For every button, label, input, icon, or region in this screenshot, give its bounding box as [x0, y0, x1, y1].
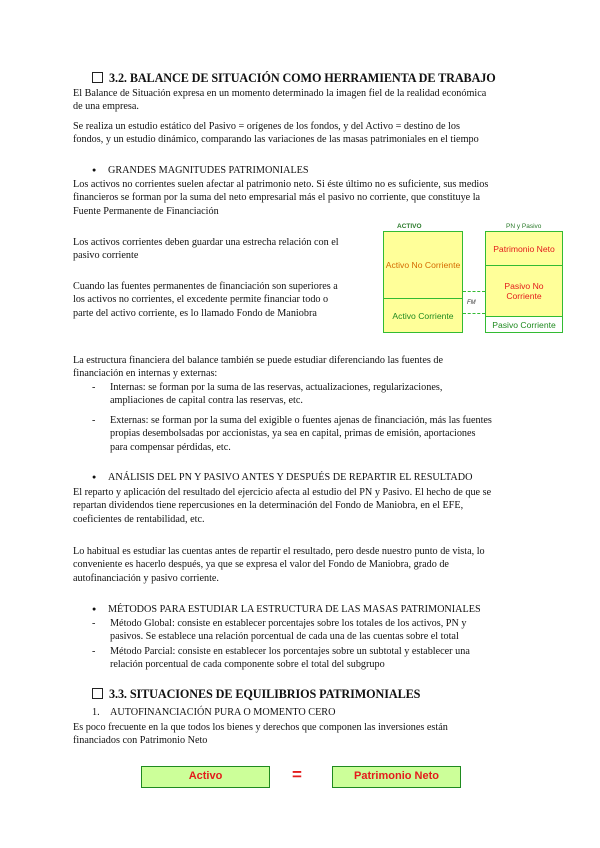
text-line: Lo habitual es estudiar las cuentas antes de repartir el resultado, pero desde nuestro punto de vista, lo: [73, 546, 485, 557]
dash-marker: -: [92, 415, 96, 426]
bullet-heading: MÉTODOS PARA ESTUDIAR LA ESTRUCTURA DE LAS MASAS PATRIMONIALES: [108, 604, 481, 615]
list-item-internas: [0, 381, 600, 411]
dash-marker: -: [92, 618, 96, 629]
section-title-text: 3.2. BALANCE DE SITUACIÓN COMO HERRAMIENTA DE TRABAJO: [109, 71, 496, 85]
text-line: Método Global: consiste en establecer porcentajes sobre los totales de los activos, PN y: [110, 618, 467, 629]
numbered-item-autofinanciacion: [0, 706, 600, 720]
section-title-3-3: [92, 688, 420, 701]
text-line: relación porcentual de cada componente sobre el total del subgrupo: [110, 659, 385, 671]
text-line: ampliaciones de capital contra las reservas, etc.: [110, 395, 303, 407]
activo-box: [141, 766, 270, 788]
text-line: de una empresa.: [73, 101, 139, 113]
text-line: Los activos corrientes deben guardar una estrecha relación con el: [73, 237, 339, 248]
paragraph-balance-definition: [73, 87, 533, 114]
paragraph-activos-no-corrientes: [73, 178, 543, 218]
text-line: La estructura financiera del balance también se puede estudiar diferenciando las fuentes de: [73, 355, 443, 366]
text-line: para compensar pérdidas, etc.: [110, 441, 231, 453]
pasivo-header: PN y Pasivo: [506, 223, 542, 230]
text-line: propias desembolsadas por accionistas, ya sea en capital, primas de emisión, aportaciones: [110, 428, 476, 440]
text-line: Externas: se forman por la suma del exigible o fuentes ajenas de financiación, más las fuentes: [110, 415, 492, 426]
dash-marker: -: [92, 382, 96, 393]
paragraph-activos-corrientes: [73, 236, 373, 263]
section-title-text: 3.3. SITUACIONES DE EQUILIBRIOS PATRIMONIALES: [109, 687, 421, 701]
bullet-heading: GRANDES MAGNITUDES PATRIMONIALES: [108, 165, 309, 176]
text-line: Se realiza un estudio estático del Pasivo = orígenes de los fondos, y del Activo = destino de los: [73, 121, 460, 132]
text-line: Internas: se forman por la suma de las reservas, actualizaciones, regularizaciones,: [110, 382, 443, 393]
patrimonio-neto-box: [332, 766, 461, 788]
paragraph-lo-habitual: [73, 545, 543, 585]
fm-label: FM: [467, 300, 476, 306]
paragraph-static-dynamic: [73, 120, 533, 147]
list-item-externas: [0, 414, 600, 456]
item-number: 1.: [92, 707, 100, 718]
text-line: repartan dividendos tiene repercusiones en la determinación del Fondo de Maniobra, en el EFE,: [73, 500, 464, 512]
balance-diagram: [383, 220, 563, 335]
text-line: financiación en internas y externas:: [73, 368, 218, 380]
paragraph-fondo-maniobra: [73, 280, 373, 320]
activo-corriente-cell: Activo Corriente: [392, 310, 454, 321]
activo-no-corriente-cell: Activo No Corriente: [385, 260, 461, 270]
text-line: financiados con Patrimonio Neto: [73, 735, 208, 747]
text-line: Es poco frecuente en la que todos los bienes y derechos que componen las inversiones están: [73, 722, 448, 733]
activo-header: ACTIVO: [397, 223, 422, 230]
text-line: conveniente es hacerlo después, ya que se expresa el valor del Fondo de Maniobra, grado de: [73, 559, 449, 571]
activo-column: [383, 231, 463, 333]
patrimonio-neto-label: Patrimonio Neto: [354, 770, 439, 783]
dash-marker: -: [92, 646, 96, 657]
text-line: los activos no corrientes, el excedente permite financiar todo o: [73, 294, 329, 306]
list-item-metodo-global: [0, 617, 600, 647]
paragraph-estructura-financiera: [73, 354, 533, 381]
fm-dashed-line-bottom: [463, 313, 485, 315]
text-line: Los activos no corrientes suelen afectar al patrimonio neto. Si éste último no es suficiente, sus medios: [73, 179, 489, 190]
text-line: Método Parcial: consiste en establecer los porcentajes sobre un subtotal y establecer una: [110, 646, 470, 657]
pasivo-corriente-cell: Pasivo Corriente: [486, 317, 562, 332]
text-line: El Balance de Situación expresa en un momento determinado la imagen fiel de la realidad económica: [73, 88, 487, 99]
item-heading: AUTOFINANCIACIÓN PURA O MOMENTO CERO: [110, 707, 336, 718]
text-line: Cuando las fuentes permanentes de financiación son superiores a: [73, 281, 338, 292]
pasivo-column: [485, 231, 563, 333]
paragraph-autofinanciacion: [73, 721, 533, 748]
text-line: pasivo corriente: [73, 250, 139, 262]
text-line: El reparto y aplicación del resultado del ejercicio afecta al estudio del PN y Pasivo. El hecho de que se: [73, 487, 492, 498]
text-line: Fuente Permanente de Financiación: [73, 205, 219, 217]
activo-label: Activo: [188, 770, 223, 783]
text-line: parte del activo corriente, es lo llamado Fondo de Maniobra: [73, 307, 317, 319]
bullet-heading: ANÁLISIS DEL PN Y PASIVO ANTES Y DESPUÉS DE REPARTIR EL RESULTADO: [108, 472, 473, 483]
patrimonio-neto-cell: Patrimonio Neto: [493, 243, 555, 254]
checkbox-square-icon: [92, 72, 103, 83]
text-line: coeficientes de rentabilidad, etc.: [73, 513, 205, 525]
fm-dashed-line-top: [463, 291, 485, 293]
text-line: pasivos. Se establece una relación porcentual de cada una de las cuentas sobre el total: [110, 631, 459, 643]
text-line: autofinanciación y pasivo corriente.: [73, 572, 219, 584]
text-line: financieros se forman por la suma del neto empresarial más el pasivo no corriente, que constituye la: [73, 192, 481, 204]
list-item-metodo-parcial: [0, 645, 600, 675]
section-title-3-2: [92, 72, 496, 85]
text-line: fondos, y un estudio dinámico, comparando las variaciones de las masas patrimoniales en el tiempo: [73, 134, 479, 146]
checkbox-square-icon: [92, 688, 103, 699]
equals-sign: =: [292, 765, 302, 784]
pasivo-no-corriente-cell: Pasivo No Corriente: [504, 281, 544, 301]
paragraph-reparto-resultado: [73, 486, 543, 526]
